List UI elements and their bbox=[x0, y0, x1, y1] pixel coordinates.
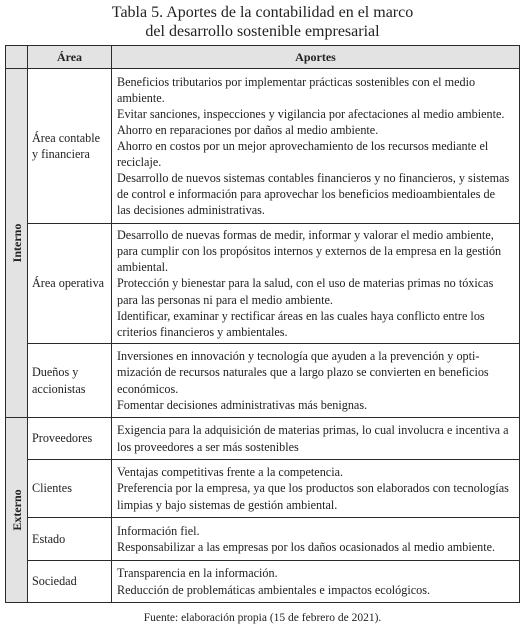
aporte-line: económicos. bbox=[117, 381, 179, 396]
area-line: Área operativa bbox=[32, 276, 105, 291]
aporte-line: Protección y bienestar para la salud, con el uso de materias primas no tóxicas bbox=[117, 276, 494, 291]
aporte-line: Exigencia para la adquisición de materias primas, lo cual involucra e incentiva a bbox=[117, 423, 509, 438]
aporte-line: Información fiel. bbox=[117, 523, 200, 538]
source-note: Fuente: elaboración propia (15 de febrero de 2021). bbox=[143, 612, 382, 624]
aporte-line: Responsabilizar a las empresas por los daños ocasionados al medio ambiente. bbox=[117, 540, 496, 554]
aporte-line: para las personas ni para el medio ambiente. bbox=[117, 292, 333, 307]
table-row bbox=[6, 460, 520, 518]
aportes-cell bbox=[112, 460, 520, 518]
aporte-line: Desarrollo de nuevos sistemas contables financieros y no financieros, y sistemas bbox=[117, 171, 510, 186]
area-line: Sociedad bbox=[32, 574, 77, 589]
group-label-interno: Interno bbox=[9, 223, 24, 263]
area-line: accionistas bbox=[32, 381, 86, 396]
area-cell bbox=[28, 69, 112, 224]
aporte-line: Identificar, examinar y rectificar áreas en las cuales haya conflicto entre los bbox=[117, 308, 485, 323]
area-line: Clientes bbox=[32, 481, 72, 496]
aporte-line: de control e información para aprovechar los beneficios medioambientales de bbox=[117, 187, 495, 202]
area-cell bbox=[28, 418, 112, 460]
aportes-cell bbox=[112, 518, 520, 561]
area-line: Área contable bbox=[32, 130, 101, 145]
group-externo bbox=[6, 418, 28, 603]
table-row bbox=[6, 69, 520, 224]
aporte-line: ambiental. bbox=[117, 260, 169, 275]
group-label-externo: Externo bbox=[9, 489, 24, 531]
area-cell bbox=[28, 344, 112, 418]
table-header-row bbox=[6, 46, 520, 69]
table-row bbox=[6, 418, 520, 460]
table-row bbox=[6, 561, 520, 603]
table-row bbox=[6, 518, 520, 561]
aportes-cell bbox=[112, 561, 520, 603]
header-area: Área bbox=[28, 46, 112, 69]
aportes-cell bbox=[112, 69, 520, 224]
aporte-line: limpias y bajo sistemas de gestión ambiental. bbox=[117, 497, 338, 512]
aporte-line: Fomentar decisiones administrativas más benignas. bbox=[117, 397, 368, 412]
aporte-line: Inversiones en innovación y tecnología que ayuden a la prevención y opti- bbox=[117, 349, 480, 364]
aporte-line: criterios financieros y ambientales. bbox=[117, 324, 288, 339]
aporte-line: Reducción de problemáticas ambientales e impactos ecológicos. bbox=[117, 582, 431, 597]
aporte-line: ambiente. bbox=[117, 90, 165, 105]
table-title bbox=[0, 3, 525, 41]
aporte-line: Beneficios tributarios por implementar prácticas sostenibles con el medio bbox=[117, 74, 476, 89]
contributions-table bbox=[5, 45, 520, 603]
aporte-line: Preferencia por la empresa, ya que los productos son elaborados con tecnologías bbox=[117, 481, 509, 496]
header-corner bbox=[6, 46, 28, 69]
aportes-cell bbox=[112, 344, 520, 418]
aportes-cell bbox=[112, 418, 520, 460]
table-title-line-1: Tabla 5. Aportes de la contabilidad en el marco bbox=[111, 4, 414, 21]
aporte-line: reciclaje. bbox=[117, 155, 162, 170]
aporte-line: para cumplir con los propósitos internos y externos de la empresa en la gestión bbox=[117, 244, 502, 259]
area-line: Proveedores bbox=[32, 431, 93, 446]
aporte-line: Evitar sanciones, inspecciones y vigilancia por afectaciones al medio ambiente. bbox=[117, 106, 505, 121]
area-cell bbox=[28, 460, 112, 518]
aporte-line: Transparencia en la información. bbox=[117, 566, 278, 581]
area-cell bbox=[28, 224, 112, 344]
area-line: Estado bbox=[32, 531, 66, 546]
aportes-cell bbox=[112, 224, 520, 344]
aporte-line: las decisiones administrativas. bbox=[117, 203, 265, 218]
area-cell bbox=[28, 518, 112, 561]
aporte-line: Desarrollo de nuevas formas de medir, informar y valorar el medio ambiente, bbox=[117, 228, 494, 243]
aporte-line: Ahorro en costos por un mejor aprovechamiento de los recursos mediante el bbox=[117, 138, 489, 153]
table-title-line-2: del desarrollo sostenible empresarial bbox=[145, 23, 380, 40]
aporte-line: Ventajas competitivas frente a la competencia. bbox=[117, 465, 344, 480]
table-row bbox=[6, 224, 520, 344]
area-line: Dueños y bbox=[32, 365, 79, 380]
table-row bbox=[6, 344, 520, 418]
group-interno bbox=[6, 69, 28, 418]
aporte-line: Ahorro en reparaciones por daños al medio ambiente. bbox=[117, 122, 379, 137]
area-line: y financiera bbox=[32, 147, 90, 161]
aporte-line: los proveedores a ser más sostenibles bbox=[117, 439, 299, 454]
header-aportes: Aportes bbox=[112, 46, 520, 69]
area-cell bbox=[28, 561, 112, 603]
aporte-line: mización de recursos naturales que a largo plazo se convierten en beneficios bbox=[117, 365, 489, 380]
